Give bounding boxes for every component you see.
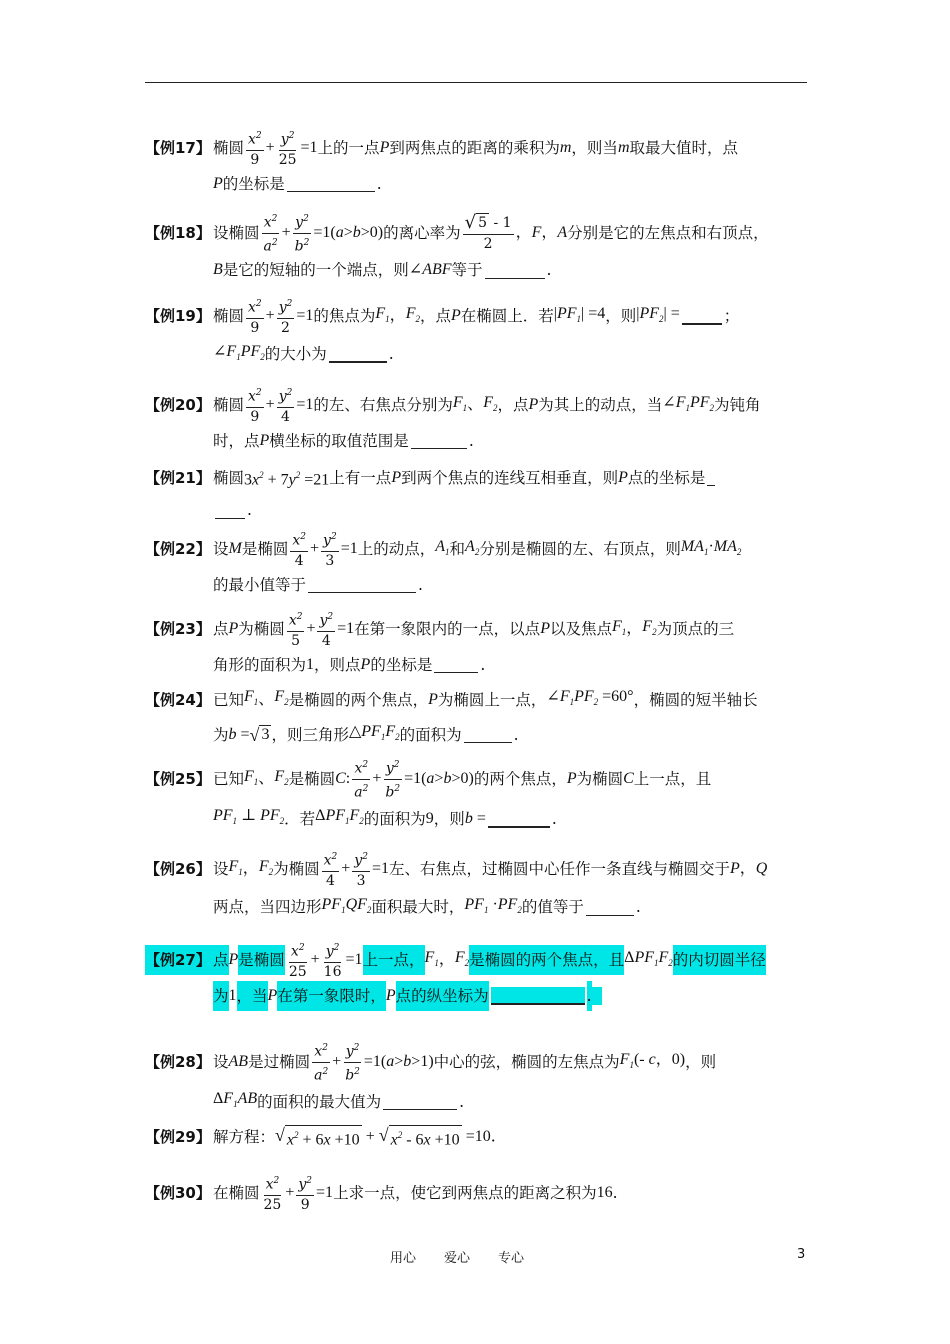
answer-blank[interactable] [488, 810, 550, 828]
answer-blank[interactable] [287, 175, 375, 192]
problem-28: 【例28】 设 AB 是过椭圆 $\frac{x^2}{a^2}$ + $\frac{y^2}{b^2}$ =1( a > b >1) 中心的弦，椭圆的左焦点为 $F_1(-$ c，0) ，则 $\Delta F_1AB$ 的面积的最大值为 . [145, 1040, 810, 1120]
problem-label: 【例25】 [145, 770, 211, 789]
problem-23: 【例23】 点 P 为椭圆 $\frac{x^2}{5}$ + $\frac{y^2}{4}$ =1 在第一象限内的一点，以点 P 以及焦点 $F_1$ ， $F_2$ 为顶点的三 角形的面积为 1 ，则点 P 的坐标是 . [145, 609, 810, 680]
problem-label: 【例27】 [145, 945, 213, 975]
problem-label: 【例23】 [145, 620, 211, 639]
problem-label: 【例29】 [145, 1128, 211, 1146]
answer-blank[interactable] [707, 469, 715, 486]
problem-label: 【例24】 [145, 690, 211, 709]
problem-label: 【例17】 [145, 139, 211, 158]
answer-blank[interactable] [586, 899, 634, 916]
problem-21: 【例21】 椭圆 $3x^2 + 7y^2 =21$ 上有一点 P 到两个焦点的连线互相垂直，则 P 点的坐标是 . [145, 460, 810, 525]
answer-blank[interactable] [485, 262, 545, 279]
problem-25: 【例25】 已知 $F_1$ 、 $F_2$ 是椭圆 C: $\frac{x^2}{a^2}$ + $\frac{y^2}{b^2}$ =1( a > b >0) 的两个焦点， P 为椭圆 C 上一点，且 $PF_1$ ⊥ $PF_2$ ．若 $\Delta PF_1F_2$ 的面积为 9 ，则 b = . [145, 757, 810, 837]
problem-label: 【例22】 [145, 540, 211, 559]
answer-blank[interactable] [434, 656, 478, 673]
problem-17: 【例17】 椭圆 $\frac{x^2}{9}$ + $\frac{y^2}{25}$ =1 上的一点 P 到两焦点的距离的乘积为 m ，则当 m 取最大值时，点 P 的坐标是 . [145, 128, 810, 199]
answer-blank[interactable] [411, 432, 467, 449]
problem-label: 【例20】 [145, 396, 211, 415]
answer-blank[interactable] [215, 502, 245, 519]
problem-26: 【例26】 设 $F_1$ ， $F_2$ 为椭圆 $\frac{x^2}{4}$ + $\frac{y^2}{3}$ =1 左、右焦点，过椭圆中心任作一条直线与椭圆交于 P ， Q 两点，当四边形 $PF_1QF_2$ 面积最大时， $PF_1 \cdot PF_2$ 的值等于 . [145, 849, 810, 925]
answer-blank[interactable] [308, 576, 416, 593]
page-number: 3 [797, 1247, 806, 1262]
problem-30: 【例30】 在椭圆 $\frac{x^2}{25}$ + $\frac{y^2}{9}$ =1 上求一点，使它到两焦点的距离之积为 16 . [145, 1173, 810, 1214]
problem-label: 【例18】 [145, 224, 211, 243]
answer-blank[interactable] [682, 307, 722, 325]
problem-label: 【例19】 [145, 307, 211, 326]
problem-24: 【例24】 已知 $F_1$ 、 $F_2$ 是椭圆的两个焦点， P 为椭圆上一点， $\angle F_1PF_2 =60^\circ$ ，椭圆的短半轴长 为 b = √ 3 ，则三角形 $\triangle PF_1F_2$ 的面积为 . [145, 682, 810, 752]
problem-20: 【例20】 椭圆 $\frac{x^2}{9}$ + $\frac{y^2}{4}$ =1 的左、右焦点分别为 $F_1$ 、 $F_2$ ，点 P 为其上的动点，当 $\angle F_1PF_2$ 为钝角 时，点 P 横坐标的取值范围是 . [145, 385, 810, 456]
answer-blank[interactable] [464, 726, 512, 743]
problem-label: 【例26】 [145, 860, 211, 879]
problem-29: 【例29】 解方程： √ $x^2 + 6x +10$ + √ $x^2 - 6x +10$ =10． [145, 1122, 810, 1152]
problem-label: 【例30】 [145, 1184, 211, 1203]
answer-blank[interactable] [383, 1093, 457, 1110]
header-rule [145, 82, 807, 83]
problem-18: 【例18】 设椭圆 $\frac{x^2}{a^2}$ + $\frac{y^2}{b^2}$ =1( a > b >0) 的离心率为 √ 5 - 1 2 ， F ， A 分别是它的左焦点和右顶点， B 是它的短轴的一个端点，则 ∠ABF 等于 . [145, 212, 769, 280]
problem-22: 【例22】 设 M 是椭圆 $\frac{x^2}{4}$ + $\frac{y^2}{3}$ =1 上的动点， $A_1$ 和 $A_2$ 分别是椭圆的左、右顶点，则 $MA_1\cdot MA_2$ 的最小值等于 . [145, 529, 810, 600]
problem-19: 【例19】 椭圆 $\frac{x^2}{9}$ + $\frac{y^2}{2}$ =1 的焦点为 $F_1$ ， $F_2$ ，点 P 在椭圆上．若 $|PF_1| =4$ ，则 $|PF_2|$ = ； $\angle F_1PF_2$ 的大小为 . [145, 296, 810, 372]
problem-27-highlighted: 【例27】 点 P 是椭圆 $\frac{x^2}{25}$ + $\frac{y^2}{16}$ =1 上一点， $F_1$ ， $F_2$ 是椭圆的两个焦点，且 $\Delta PF_1F_2$ 的内切圆半径 为 1 ，当 P 在第一象限时， P 点的纵坐标为 . [145, 940, 810, 1011]
problem-label: 【例21】 [145, 468, 211, 487]
answer-blank[interactable] [329, 345, 387, 363]
answer-blank[interactable] [491, 987, 585, 1005]
problem-label: 【例28】 [145, 1053, 211, 1072]
page-footer: 用心 爱心 专心 [390, 1251, 525, 1266]
